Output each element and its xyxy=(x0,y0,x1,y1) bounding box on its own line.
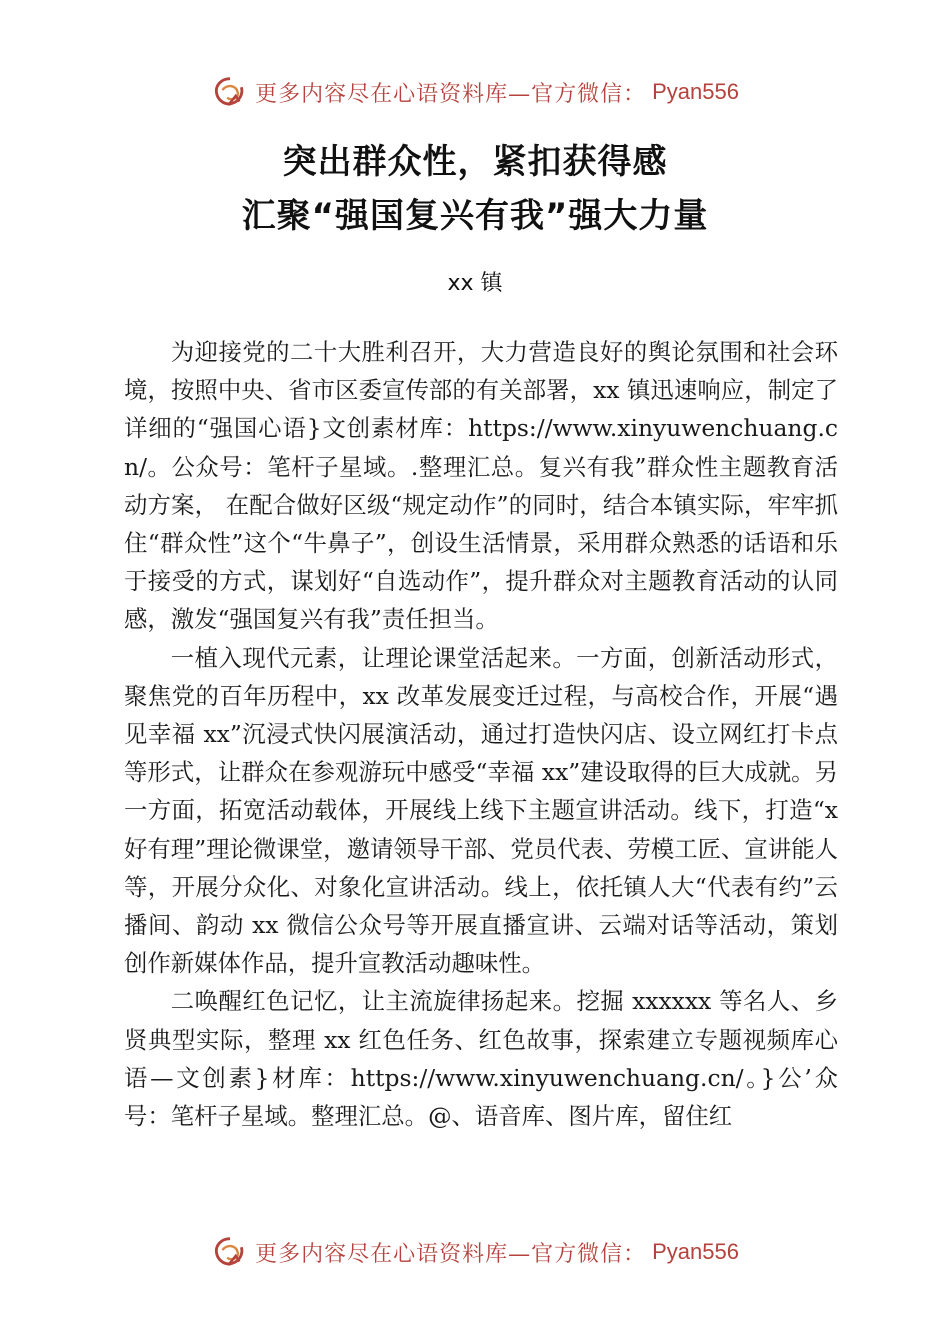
logo-icon xyxy=(211,73,249,111)
paragraph-section-2: 二唤醒红色记忆，让主流旋律扬起来。挖掘 xxxxxx 等名人、乡贤典型实际，整理 xx 红色任务、红色故事，探索建立专题视频库心语—文创素}材库：https://www.xinyuwenchuang.cn/。}公’众号：笔杆子星域。整理汇总。@、语音库、图片库，留住红 xyxy=(124,987,838,1131)
logo-icon xyxy=(211,1233,249,1271)
paragraph-intro: 为迎接党的二十大胜利召开，大力营造良好的舆论氛围和社会环境，按照中央、省市区委宣传部的有关部署，xx 镇迅速响应，制定了详细的“强国心语}文创素材库：https://www.xinyuwenchuang.cn/。公众号：笔杆子星域。.整理汇总。复兴有我”群众性主题教育活动方案， 在配合做好区级“规定动作”的同时，结合本镇实际，牢牢抓住“群众性”这个“牛鼻子”，创设生活情景，采用群众熟悉的话语和乐于接受的方式，谋划好“自选动作”，提升群众对主题教育活动的认同感，激发“强国复兴有我”责任担当。 xyxy=(124,338,838,634)
document-title-line2: 汇聚“强国复兴有我”强大力量 xyxy=(241,196,709,236)
watermark-header xyxy=(0,70,950,114)
watermark-text: 更多内容尽在心语资料库—官方微信： xyxy=(255,1241,647,1267)
watermark-text: 更多内容尽在心语资料库—官方微信： xyxy=(255,81,647,107)
watermark-wechat-id: Pyan556 xyxy=(652,1239,739,1264)
document-title-line1: 突出群众性，紧扣获得感 xyxy=(282,142,668,182)
watermark-footer xyxy=(0,1230,950,1274)
document-body xyxy=(124,333,838,1135)
paragraph-section-1: 一植入现代元素，让理论课堂活起来。一方面，创新活动形式，聚焦党的百年历程中，xx 改革发展变迁过程，与高校合作，开展“遇见幸福 xx”沉浸式快闪展演活动，通过打造快闪店、设立网红打卡点等形式，让群众在参观游玩中感受“幸福 xx”建设取得的巨大成就。另一方面，拓宽活动载体，开展线上线下主题宣讲活动。线下，打造“x 好有理”理论微课堂，邀请领导干部、党员代表、劳模工匠、宣讲能人等，开展分众化、对象化宣讲活动。线上，依托镇人大“代表有约”云播间、韵动 xx 微信公众号等开展直播宣讲、云端对话等活动，策划创作新媒体作品，提升宣教活动趣味性。 xyxy=(124,643,838,978)
document-author: xx 镇 xyxy=(447,271,503,296)
watermark-wechat-id: Pyan556 xyxy=(652,79,739,104)
